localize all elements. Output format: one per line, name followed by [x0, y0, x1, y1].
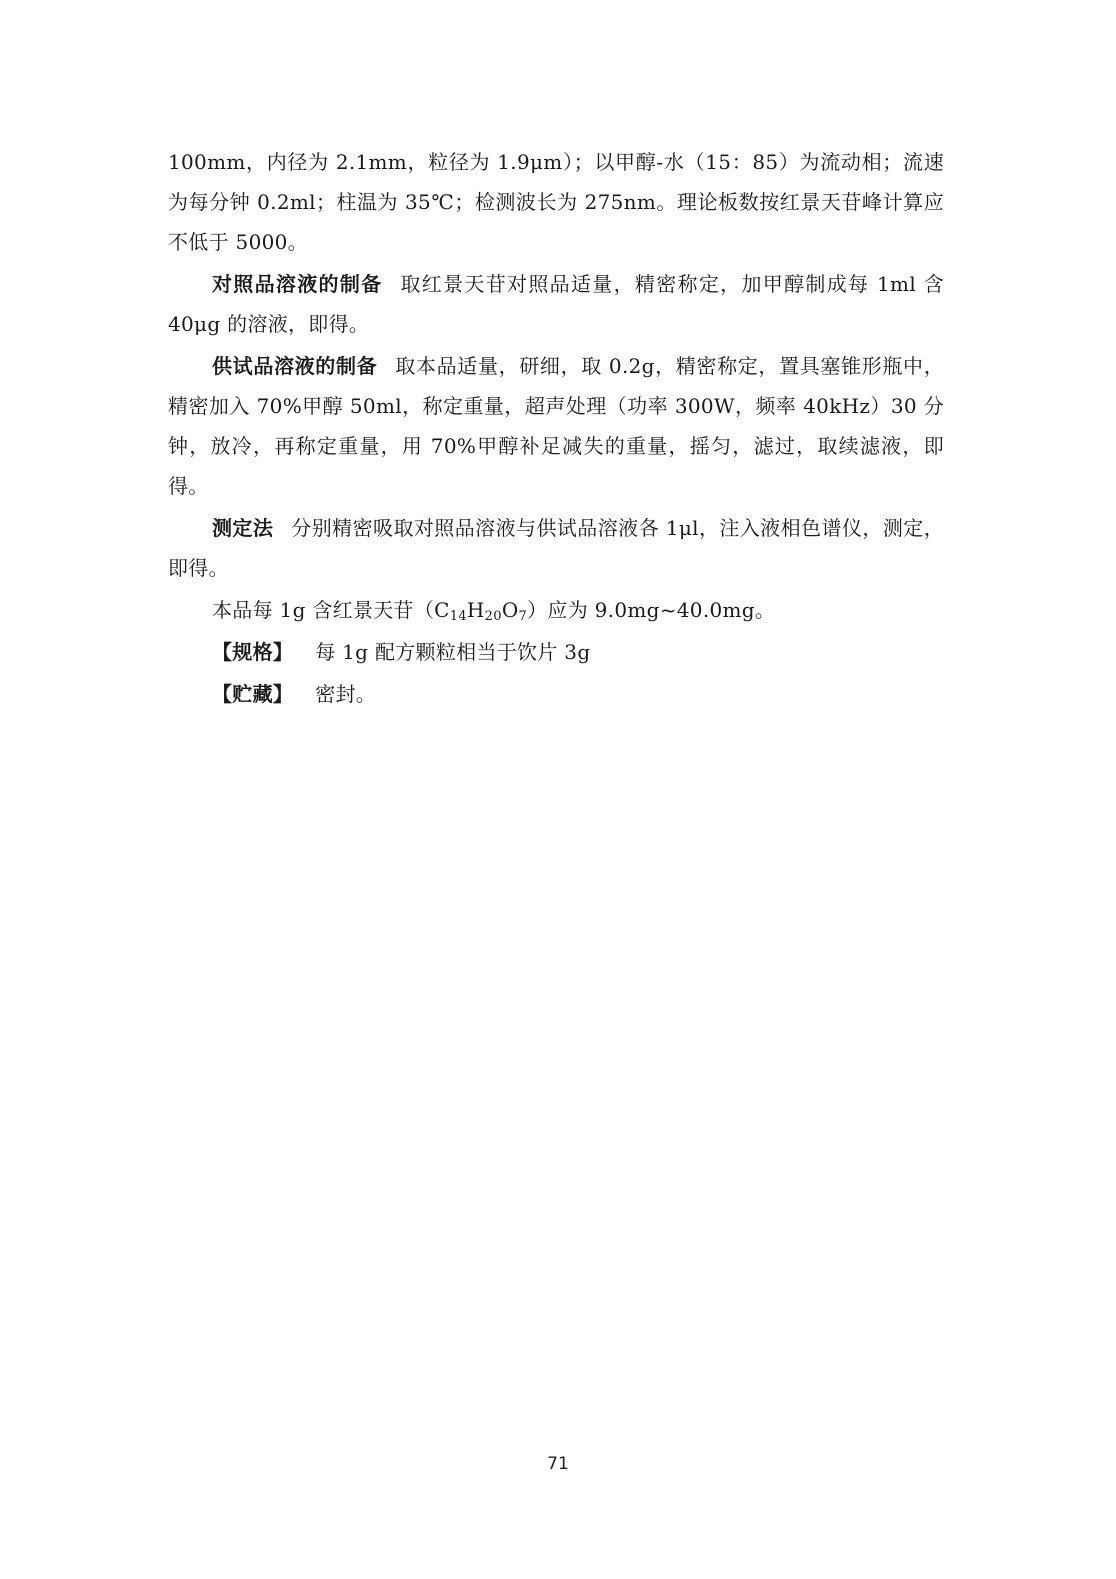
- reference-solution-text: 取红景天苷对照品适量，精密称定，加甲醇制成每 1ml 含 40μg 的溶液，即得。: [168, 272, 944, 336]
- formula-subscript-oxygen: 7: [518, 609, 528, 624]
- storage-paragraph: [168, 674, 944, 714]
- storage-heading: 【贮藏】: [212, 682, 294, 706]
- test-solution-text: 取本品适量，研细，取 0.2g，精密称定，置具塞锥形瓶中，精密加入 70%甲醇 50ml，称定重量，超声处理（功率 300W，频率 40kHz）30 分钟，放冷，再称定重量，用 70%甲醇补足减失的重量，摇匀，滤过，取续滤液，即得。: [168, 354, 944, 498]
- formula-subscript-carbon: 14: [449, 609, 467, 624]
- determination-heading: 测定法: [212, 516, 274, 540]
- chromatographic-conditions-paragraph: [168, 142, 944, 262]
- page-number: 71: [547, 1454, 569, 1474]
- document-body: [168, 142, 944, 714]
- test-solution-heading: 供试品溶液的制备: [212, 354, 378, 378]
- content-limit-suffix: ）应为 9.0mg~40.0mg。: [527, 598, 776, 622]
- determination-text: 分别精密吸取对照品溶液与供试品溶液各 1μl，注入液相色谱仪，测定，即得。: [168, 516, 944, 580]
- determination-paragraph: [168, 508, 944, 588]
- reference-solution-paragraph: [168, 264, 944, 344]
- storage-text: 密封。: [315, 682, 377, 706]
- formula-subscript-hydrogen: 20: [484, 609, 502, 624]
- specification-paragraph: [168, 632, 944, 672]
- formula-hydrogen: H: [466, 598, 485, 622]
- content-limit-paragraph: [168, 590, 944, 630]
- content-limit-prefix: 本品每 1g 含红景天苷（C: [212, 598, 450, 622]
- specification-text: 每 1g 配方颗粒相当于饮片 3g: [315, 640, 591, 664]
- specification-heading: 【规格】: [212, 640, 294, 664]
- chromatographic-conditions-text: 100mm，内径为 2.1mm，粒径为 1.9μm）；以甲醇-水（15：85）为流动相；流速为每分钟 0.2ml；柱温为 35℃；检测波长为 275nm。理论板数按红景天苷峰计算应不低于 5000。: [168, 150, 944, 254]
- test-solution-paragraph: [168, 346, 944, 506]
- formula-oxygen: O: [501, 598, 519, 622]
- reference-solution-heading: 对照品溶液的制备: [212, 272, 383, 296]
